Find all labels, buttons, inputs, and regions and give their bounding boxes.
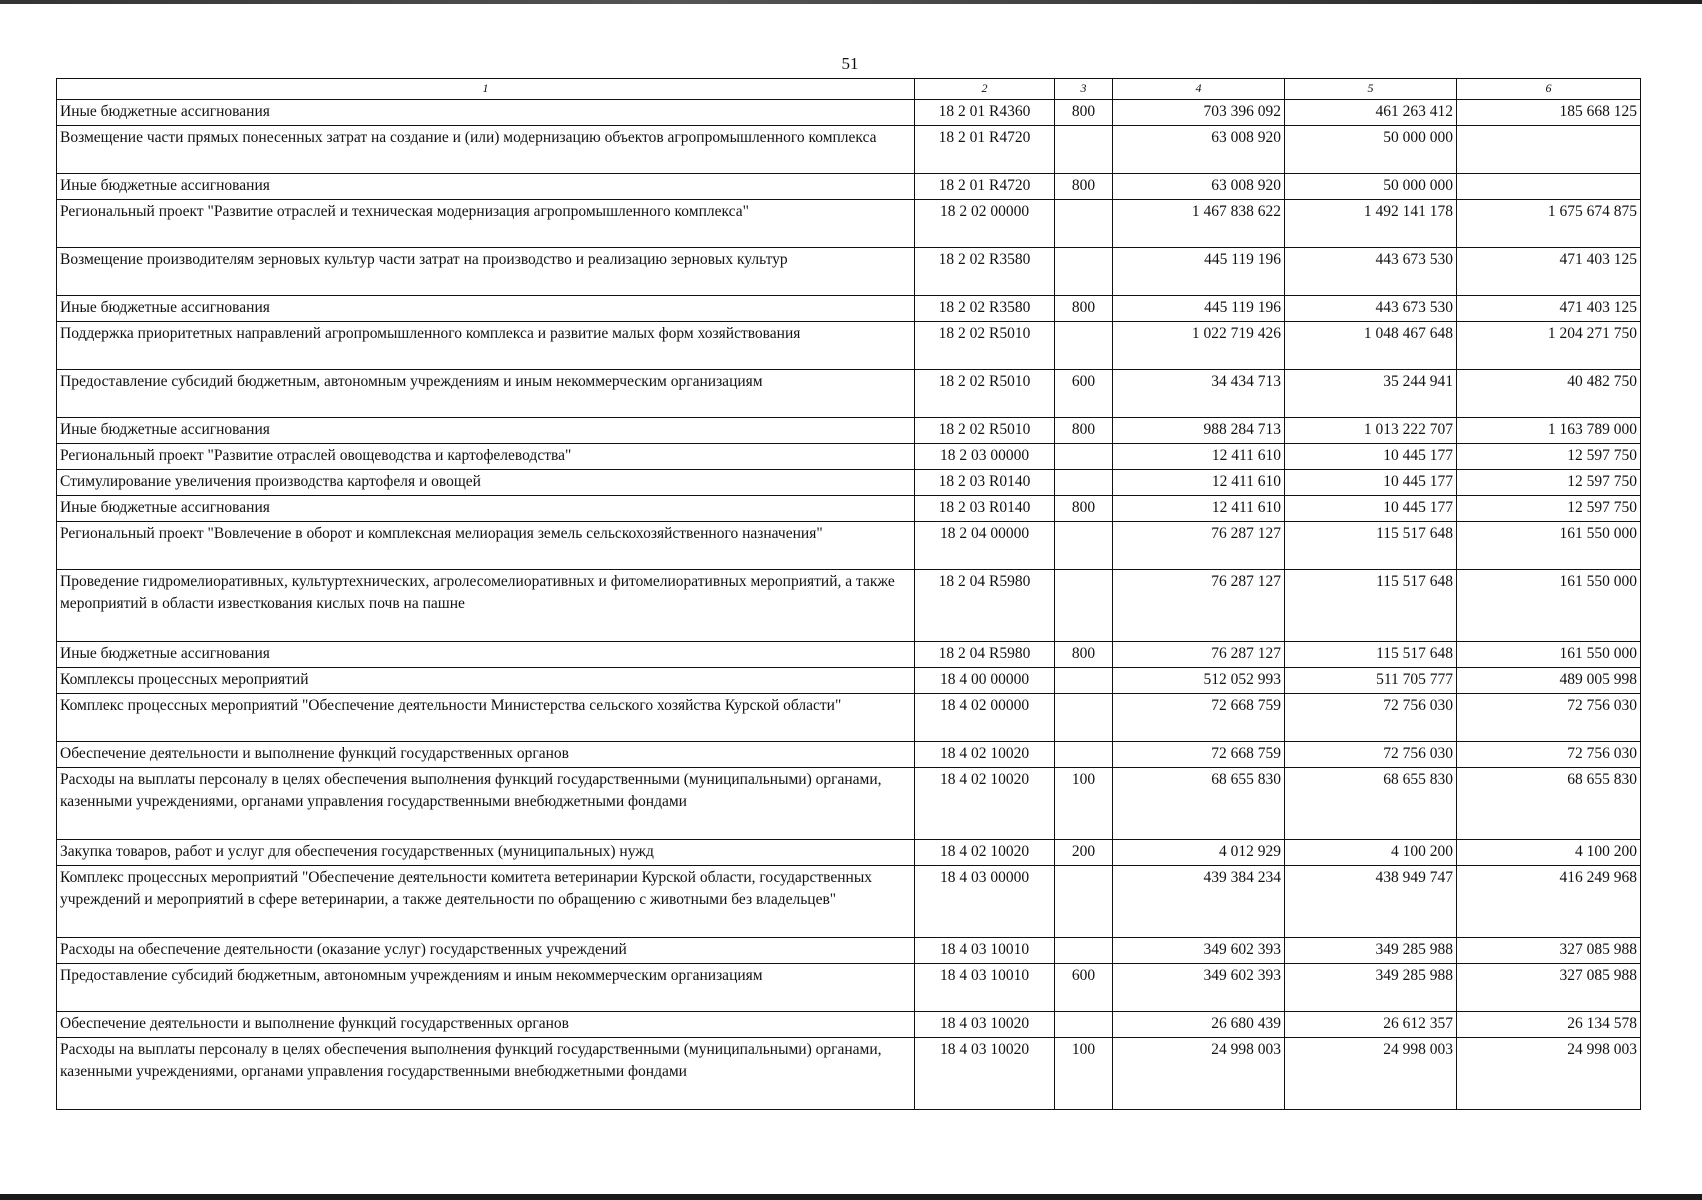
row-value-5: 35 244 941 xyxy=(1285,370,1457,418)
row-name: Иные бюджетные ассигнования xyxy=(57,100,915,126)
budget-table xyxy=(56,78,1641,1110)
table-row xyxy=(57,938,1641,964)
row-value-5: 50 000 000 xyxy=(1285,174,1457,200)
table-row xyxy=(57,296,1641,322)
table-row xyxy=(57,964,1641,1012)
row-value-6: 161 550 000 xyxy=(1457,522,1641,570)
row-value-6: 40 482 750 xyxy=(1457,370,1641,418)
header-col-6: 6 xyxy=(1457,79,1641,100)
table-row xyxy=(57,200,1641,248)
row-value-5: 72 756 030 xyxy=(1285,742,1457,768)
row-value-5: 24 998 003 xyxy=(1285,1038,1457,1110)
row-value-4: 703 396 092 xyxy=(1113,100,1285,126)
row-code: 18 2 02 R3580 xyxy=(915,248,1055,296)
row-name: Региональный проект "Развитие отраслей овощеводства и картофелеводства" xyxy=(57,444,915,470)
row-name: Закупка товаров, работ и услуг для обеспечения государственных (муниципальных) нужд xyxy=(57,840,915,866)
row-value-6 xyxy=(1457,126,1641,174)
row-name: Обеспечение деятельности и выполнение функций государственных органов xyxy=(57,1012,915,1038)
row-code: 18 2 01 R4720 xyxy=(915,174,1055,200)
row-code: 18 4 03 10010 xyxy=(915,964,1055,1012)
table-body xyxy=(57,100,1641,1110)
row-code: 18 4 03 10020 xyxy=(915,1012,1055,1038)
row-value-6: 12 597 750 xyxy=(1457,496,1641,522)
row-value-6: 1 163 789 000 xyxy=(1457,418,1641,444)
row-value-5: 1 492 141 178 xyxy=(1285,200,1457,248)
row-name: Комплексы процессных мероприятий xyxy=(57,668,915,694)
row-value-4: 1 022 719 426 xyxy=(1113,322,1285,370)
row-value-6: 471 403 125 xyxy=(1457,248,1641,296)
table-row xyxy=(57,866,1641,938)
row-type xyxy=(1055,322,1113,370)
table-row xyxy=(57,570,1641,642)
row-value-5: 115 517 648 xyxy=(1285,642,1457,668)
row-code: 18 2 04 R5980 xyxy=(915,570,1055,642)
row-code: 18 2 03 R0140 xyxy=(915,496,1055,522)
table-row xyxy=(57,322,1641,370)
table-row xyxy=(57,768,1641,840)
row-value-4: 24 998 003 xyxy=(1113,1038,1285,1110)
row-type xyxy=(1055,200,1113,248)
row-value-5: 1 013 222 707 xyxy=(1285,418,1457,444)
row-name: Предоставление субсидий бюджетным, автономным учреждениям и иным некоммерческим организациям xyxy=(57,370,915,418)
row-name: Региональный проект "Развитие отраслей и техническая модернизация агропромышленного комплекса" xyxy=(57,200,915,248)
budget-table-container xyxy=(56,78,1640,1110)
row-value-5: 10 445 177 xyxy=(1285,496,1457,522)
row-name: Иные бюджетные ассигнования xyxy=(57,496,915,522)
row-name: Обеспечение деятельности и выполнение функций государственных органов xyxy=(57,742,915,768)
row-name: Иные бюджетные ассигнования xyxy=(57,642,915,668)
table-row xyxy=(57,100,1641,126)
table-row xyxy=(57,470,1641,496)
table-row xyxy=(57,126,1641,174)
row-value-5: 461 263 412 xyxy=(1285,100,1457,126)
table-row xyxy=(57,370,1641,418)
table-row xyxy=(57,248,1641,296)
row-value-5: 1 048 467 648 xyxy=(1285,322,1457,370)
row-value-6: 1 675 674 875 xyxy=(1457,200,1641,248)
row-value-6: 72 756 030 xyxy=(1457,694,1641,742)
row-code: 18 2 02 R3580 xyxy=(915,296,1055,322)
row-type xyxy=(1055,694,1113,742)
row-value-4: 439 384 234 xyxy=(1113,866,1285,938)
row-name: Возмещение производителям зерновых культур части затрат на производство и реализацию зерновых культур xyxy=(57,248,915,296)
row-value-4: 63 008 920 xyxy=(1113,126,1285,174)
scan-edge-top xyxy=(0,0,1702,4)
row-value-4: 12 411 610 xyxy=(1113,444,1285,470)
header-col-1: 1 xyxy=(57,79,915,100)
row-value-5: 349 285 988 xyxy=(1285,938,1457,964)
row-value-4: 512 052 993 xyxy=(1113,668,1285,694)
row-type: 100 xyxy=(1055,768,1113,840)
row-value-5: 115 517 648 xyxy=(1285,570,1457,642)
row-value-6: 161 550 000 xyxy=(1457,570,1641,642)
row-value-4: 76 287 127 xyxy=(1113,570,1285,642)
row-code: 18 4 03 00000 xyxy=(915,866,1055,938)
row-type: 200 xyxy=(1055,840,1113,866)
row-code: 18 4 02 10020 xyxy=(915,742,1055,768)
row-type: 800 xyxy=(1055,642,1113,668)
row-value-6: 1 204 271 750 xyxy=(1457,322,1641,370)
row-code: 18 4 03 10020 xyxy=(915,1038,1055,1110)
row-value-5: 115 517 648 xyxy=(1285,522,1457,570)
row-name: Региональный проект "Вовлечение в оборот и комплексная мелиорация земель сельскохозяйственного назначения" xyxy=(57,522,915,570)
table-row xyxy=(57,742,1641,768)
table-row xyxy=(57,1038,1641,1110)
row-code: 18 2 04 R5980 xyxy=(915,642,1055,668)
row-value-4: 72 668 759 xyxy=(1113,694,1285,742)
header-col-2: 2 xyxy=(915,79,1055,100)
row-value-6: 26 134 578 xyxy=(1457,1012,1641,1038)
row-value-4: 349 602 393 xyxy=(1113,938,1285,964)
row-value-5: 68 655 830 xyxy=(1285,768,1457,840)
row-type xyxy=(1055,444,1113,470)
row-value-4: 26 680 439 xyxy=(1113,1012,1285,1038)
row-value-4: 12 411 610 xyxy=(1113,496,1285,522)
row-name: Комплекс процессных мероприятий "Обеспечение деятельности комитета ветеринарии Курской области, государственных учреждений и мероприятий в сфере ветеринарии, а также деятельности по обращению с животными без владельцев" xyxy=(57,866,915,938)
row-value-6: 161 550 000 xyxy=(1457,642,1641,668)
row-type: 800 xyxy=(1055,174,1113,200)
row-value-4: 76 287 127 xyxy=(1113,522,1285,570)
row-name: Комплекс процессных мероприятий "Обеспечение деятельности Министерства сельского хозяйства Курской области" xyxy=(57,694,915,742)
table-row xyxy=(57,174,1641,200)
row-code: 18 4 03 10010 xyxy=(915,938,1055,964)
table-row xyxy=(57,642,1641,668)
row-name: Иные бюджетные ассигнования xyxy=(57,418,915,444)
row-type xyxy=(1055,570,1113,642)
row-code: 18 2 01 R4720 xyxy=(915,126,1055,174)
row-name: Проведение гидромелиоративных, культуртехнических, агролесомелиоративных и фитомелиоративных мероприятий, а также мероприятий в области известкования кислых почв на пашне xyxy=(57,570,915,642)
row-value-6: 489 005 998 xyxy=(1457,668,1641,694)
row-value-5: 4 100 200 xyxy=(1285,840,1457,866)
table-row xyxy=(57,1012,1641,1038)
row-value-4: 12 411 610 xyxy=(1113,470,1285,496)
row-value-4: 1 467 838 622 xyxy=(1113,200,1285,248)
row-value-4: 4 012 929 xyxy=(1113,840,1285,866)
row-value-5: 10 445 177 xyxy=(1285,444,1457,470)
table-row xyxy=(57,668,1641,694)
table-row xyxy=(57,694,1641,742)
table-row xyxy=(57,522,1641,570)
row-type: 800 xyxy=(1055,296,1113,322)
row-value-6: 471 403 125 xyxy=(1457,296,1641,322)
row-code: 18 2 02 00000 xyxy=(915,200,1055,248)
row-value-6: 72 756 030 xyxy=(1457,742,1641,768)
row-value-5: 443 673 530 xyxy=(1285,296,1457,322)
header-col-5: 5 xyxy=(1285,79,1457,100)
row-code: 18 2 02 R5010 xyxy=(915,322,1055,370)
row-name: Возмещение части прямых понесенных затрат на создание и (или) модернизацию объектов агропромышленного комплекса xyxy=(57,126,915,174)
row-type: 800 xyxy=(1055,418,1113,444)
row-value-6: 416 249 968 xyxy=(1457,866,1641,938)
header-col-4: 4 xyxy=(1113,79,1285,100)
row-value-6: 24 998 003 xyxy=(1457,1038,1641,1110)
row-name: Стимулирование увеличения производства картофеля и овощей xyxy=(57,470,915,496)
row-type xyxy=(1055,668,1113,694)
table-row xyxy=(57,444,1641,470)
scan-edge-bottom xyxy=(0,1194,1702,1200)
row-type: 600 xyxy=(1055,964,1113,1012)
row-value-6: 12 597 750 xyxy=(1457,470,1641,496)
row-code: 18 4 02 10020 xyxy=(915,768,1055,840)
row-type xyxy=(1055,248,1113,296)
row-code: 18 4 02 10020 xyxy=(915,840,1055,866)
row-name: Предоставление субсидий бюджетным, автономным учреждениям и иным некоммерческим организациям xyxy=(57,964,915,1012)
row-type xyxy=(1055,126,1113,174)
row-name: Иные бюджетные ассигнования xyxy=(57,296,915,322)
row-value-5: 349 285 988 xyxy=(1285,964,1457,1012)
row-type xyxy=(1055,470,1113,496)
row-name: Расходы на выплаты персоналу в целях обеспечения выполнения функций государственными (муниципальными) органами, казенными учреждениями, органами управления государственными внебюджетными фондами xyxy=(57,768,915,840)
row-value-4: 445 119 196 xyxy=(1113,296,1285,322)
row-value-6: 185 668 125 xyxy=(1457,100,1641,126)
table-header-row xyxy=(57,79,1641,100)
row-type: 600 xyxy=(1055,370,1113,418)
row-code: 18 2 02 R5010 xyxy=(915,418,1055,444)
row-type xyxy=(1055,938,1113,964)
table-row xyxy=(57,496,1641,522)
row-code: 18 4 02 00000 xyxy=(915,694,1055,742)
row-type xyxy=(1055,1012,1113,1038)
row-type: 800 xyxy=(1055,100,1113,126)
row-value-4: 68 655 830 xyxy=(1113,768,1285,840)
row-value-6: 327 085 988 xyxy=(1457,938,1641,964)
table-row xyxy=(57,418,1641,444)
row-value-4: 445 119 196 xyxy=(1113,248,1285,296)
page-number: 51 xyxy=(841,54,859,73)
row-name: Расходы на выплаты персоналу в целях обеспечения выполнения функций государственными (муниципальными) органами, казенными учреждениями, органами управления государственными внебюджетными фондами xyxy=(57,1038,915,1110)
row-value-5: 72 756 030 xyxy=(1285,694,1457,742)
row-value-4: 72 668 759 xyxy=(1113,742,1285,768)
table-row xyxy=(57,840,1641,866)
row-value-4: 988 284 713 xyxy=(1113,418,1285,444)
row-value-5: 443 673 530 xyxy=(1285,248,1457,296)
row-value-6: 68 655 830 xyxy=(1457,768,1641,840)
row-type: 100 xyxy=(1055,1038,1113,1110)
row-value-5: 438 949 747 xyxy=(1285,866,1457,938)
row-value-6: 12 597 750 xyxy=(1457,444,1641,470)
row-value-5: 10 445 177 xyxy=(1285,470,1457,496)
row-code: 18 2 03 R0140 xyxy=(915,470,1055,496)
row-value-4: 63 008 920 xyxy=(1113,174,1285,200)
row-type: 800 xyxy=(1055,496,1113,522)
row-type xyxy=(1055,742,1113,768)
row-type xyxy=(1055,866,1113,938)
row-value-5: 511 705 777 xyxy=(1285,668,1457,694)
row-value-4: 349 602 393 xyxy=(1113,964,1285,1012)
header-col-3: 3 xyxy=(1055,79,1113,100)
row-value-6 xyxy=(1457,174,1641,200)
row-code: 18 2 04 00000 xyxy=(915,522,1055,570)
row-type xyxy=(1055,522,1113,570)
row-value-5: 50 000 000 xyxy=(1285,126,1457,174)
row-name: Расходы на обеспечение деятельности (оказание услуг) государственных учреждений xyxy=(57,938,915,964)
row-value-4: 34 434 713 xyxy=(1113,370,1285,418)
row-name: Поддержка приоритетных направлений агропромышленного комплекса и развитие малых форм хозяйствования xyxy=(57,322,915,370)
row-value-5: 26 612 357 xyxy=(1285,1012,1457,1038)
row-code: 18 2 03 00000 xyxy=(915,444,1055,470)
row-value-6: 4 100 200 xyxy=(1457,840,1641,866)
row-value-4: 76 287 127 xyxy=(1113,642,1285,668)
row-code: 18 2 01 R4360 xyxy=(915,100,1055,126)
row-code: 18 4 00 00000 xyxy=(915,668,1055,694)
row-code: 18 2 02 R5010 xyxy=(915,370,1055,418)
row-name: Иные бюджетные ассигнования xyxy=(57,174,915,200)
row-value-6: 327 085 988 xyxy=(1457,964,1641,1012)
